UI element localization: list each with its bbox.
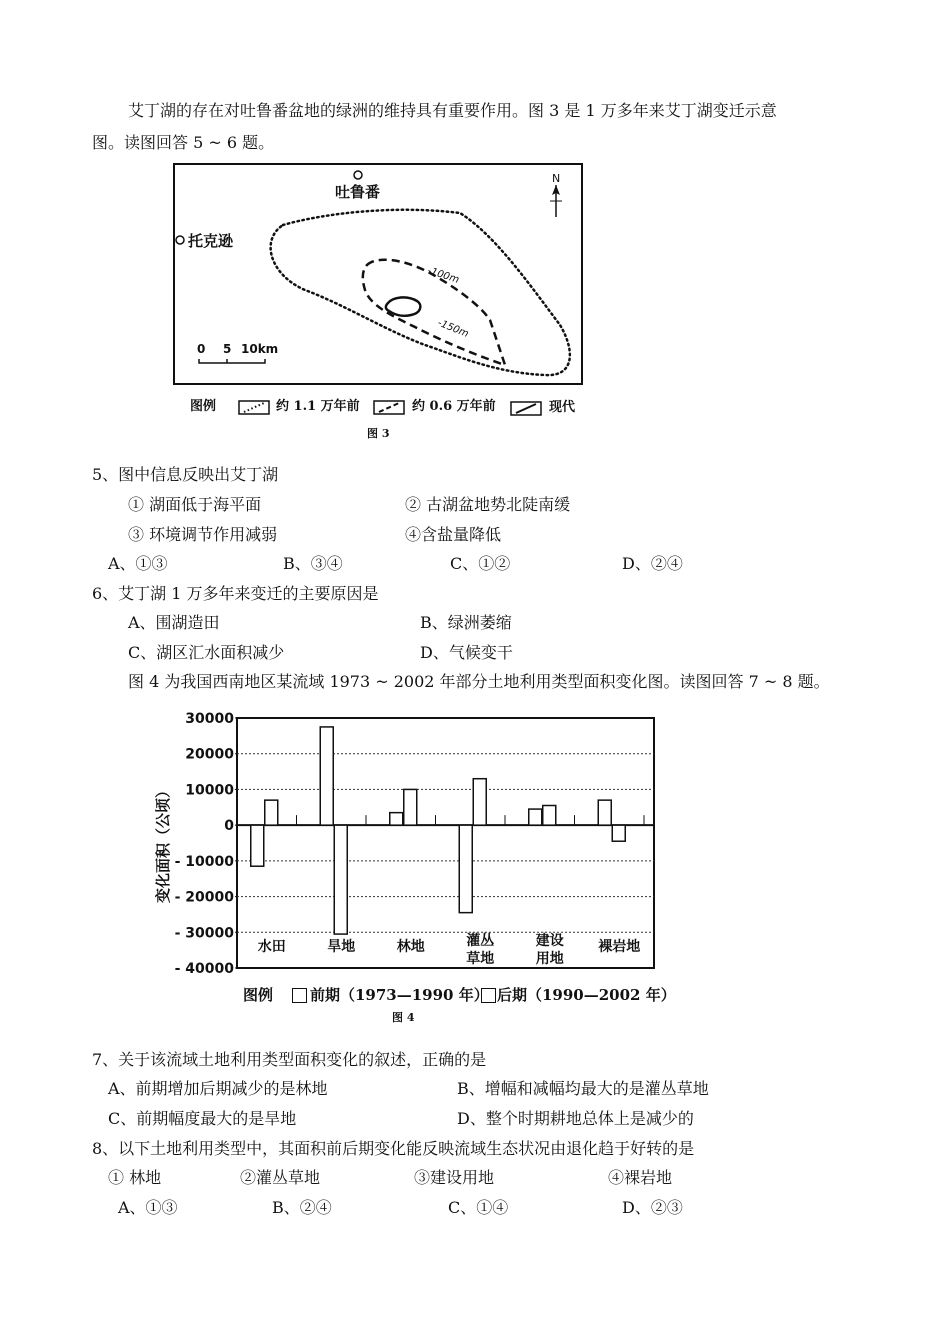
bar-late-2 <box>404 789 417 825</box>
q5-choice-a[interactable]: A、①③ <box>108 554 168 573</box>
bar-late-5 <box>612 825 625 841</box>
x-category-label: 水田 <box>257 939 286 955</box>
q6-choice-d[interactable]: D、气候变干 <box>420 643 513 662</box>
legend-solid-icon <box>510 401 542 416</box>
map-caption: 图 3 <box>367 427 390 440</box>
q8-choice-a[interactable]: A、①③ <box>118 1198 178 1217</box>
map-legend-2: 约 0.6 万年前 <box>412 399 496 414</box>
q5-choice-c[interactable]: C、①② <box>450 554 511 573</box>
turpan-label: 吐鲁番 <box>335 183 381 201</box>
bar-late-3 <box>473 779 486 825</box>
q5-option-2: ② 古湖盆地势北陡南缓 <box>405 495 571 514</box>
scale-0: 0 <box>197 342 206 356</box>
y-axis-label: 变化面积（公顷） <box>154 782 172 904</box>
q5-option-1: ① 湖面低于海平面 <box>128 495 262 514</box>
legend-early-swatch <box>292 988 307 1003</box>
y-tick-label: - 10000 <box>174 853 234 870</box>
q5-option-4: ④含盐量降低 <box>405 525 502 544</box>
contour-150-label: -150m <box>435 317 471 340</box>
bar-early-1 <box>320 727 333 825</box>
y-tick-label: - 20000 <box>174 889 234 906</box>
q8-stem: 8、以下土地利用类型中，其面积前后期变化能反映流域生态状况由退化趋于好转的是 <box>92 1139 695 1158</box>
contour-100-label: -100m <box>426 265 461 286</box>
chart-legend-title: 图例 <box>243 986 274 1004</box>
scale-5: 5 <box>223 342 232 356</box>
x-category-label: 旱地 <box>327 939 356 955</box>
bar-late-0 <box>265 800 278 825</box>
q5-option-3: ③ 环境调节作用减弱 <box>128 525 278 544</box>
q8-option-3: ③建设用地 <box>414 1168 495 1187</box>
modern-lake <box>386 297 421 315</box>
legend-dotted-icon <box>238 400 270 415</box>
land-use-chart-svg <box>150 708 670 978</box>
chart-caption: 图 4 <box>392 1011 415 1024</box>
bar-early-2 <box>390 813 403 826</box>
toksun-marker <box>176 236 184 244</box>
bar-early-0 <box>251 825 264 866</box>
legend-late-swatch <box>481 988 496 1003</box>
q6-choice-c[interactable]: C、湖区汇水面积减少 <box>128 643 285 662</box>
bar-early-5 <box>598 800 611 825</box>
lake-map <box>173 163 583 385</box>
legend-early-label: 前期（1973—1990 年） <box>310 986 489 1004</box>
ancient-lake-boundary <box>271 210 570 375</box>
bar-early-4 <box>529 809 542 825</box>
lake-map-drawing <box>175 165 581 383</box>
x-category-label: 林地 <box>396 939 425 955</box>
map-legend-title: 图例 <box>190 399 217 414</box>
legend-late-label: 后期（1990—2002 年） <box>497 986 676 1004</box>
y-tick-label: 0 <box>224 818 234 835</box>
intro-line-1: 艾丁湖的存在对吐鲁番盆地的绿洲的维持具有重要作用。图 3 是 1 万多年来艾丁湖变迁示意 <box>128 101 777 120</box>
y-tick-label: 30000 <box>185 711 234 727</box>
y-tick-label: - 40000 <box>174 961 234 977</box>
q8-choice-b[interactable]: B、②④ <box>272 1198 332 1217</box>
q8-option-1: ① 林地 <box>108 1168 162 1187</box>
q7-choice-a[interactable]: A、前期增加后期减少的是林地 <box>108 1079 328 1098</box>
q7-stem: 7、关于该流域土地利用类型面积变化的叙述，正确的是 <box>92 1050 487 1069</box>
scale-bar <box>199 359 265 363</box>
intro-figure-4: 图 4 为我国西南地区某流域 1973 ~ 2002 年部分土地利用类型面积变化图。读图回答 7 ~ 8 题。 <box>128 672 830 691</box>
q7-choice-c[interactable]: C、前期幅度最大的是旱地 <box>108 1109 297 1128</box>
q7-choice-d[interactable]: D、整个时期耕地总体上是减少的 <box>457 1109 694 1128</box>
legend-dashed-icon <box>373 400 405 415</box>
scale-10: 10km <box>241 342 279 356</box>
q6-choice-b[interactable]: B、绿洲萎缩 <box>420 613 512 632</box>
y-tick-label: 10000 <box>185 782 234 799</box>
bar-late-1 <box>334 825 347 934</box>
toksun-label: 托克逊 <box>188 232 234 250</box>
q5-stem: 5、图中信息反映出艾丁湖 <box>92 465 279 484</box>
q5-choice-d[interactable]: D、②④ <box>622 554 683 573</box>
north-label: N <box>552 172 561 185</box>
q8-choice-d[interactable]: D、②③ <box>622 1198 683 1217</box>
q8-option-2: ②灌丛草地 <box>240 1168 321 1187</box>
q6-stem: 6、艾丁湖 1 万多年来变迁的主要原因是 <box>92 584 379 603</box>
q8-choice-c[interactable]: C、①④ <box>448 1198 509 1217</box>
x-category-label: 建设 <box>535 933 564 949</box>
x-category-label: 用地 <box>535 951 564 967</box>
y-tick-label: 20000 <box>185 746 234 763</box>
q6-choice-a[interactable]: A、围湖造田 <box>128 613 220 632</box>
bar-late-4 <box>543 806 556 826</box>
x-category-label: 草地 <box>466 951 495 967</box>
plot-frame <box>237 718 654 968</box>
q5-choice-b[interactable]: B、③④ <box>283 554 343 573</box>
land-use-chart <box>150 708 670 978</box>
map-legend-1: 约 1.1 万年前 <box>276 399 360 414</box>
q7-choice-b[interactable]: B、增幅和减幅均最大的是灌丛草地 <box>457 1079 709 1098</box>
x-category-label: 裸岩地 <box>598 939 641 955</box>
y-tick-label: - 30000 <box>174 925 234 942</box>
intro-line-2: 图。读图回答 5 ~ 6 题。 <box>92 133 275 152</box>
bar-early-3 <box>459 825 472 912</box>
x-category-label: 灌丛 <box>466 933 495 949</box>
q8-option-4: ④裸岩地 <box>608 1168 673 1187</box>
map-legend-3: 现代 <box>549 400 576 415</box>
turpan-marker <box>354 171 362 179</box>
